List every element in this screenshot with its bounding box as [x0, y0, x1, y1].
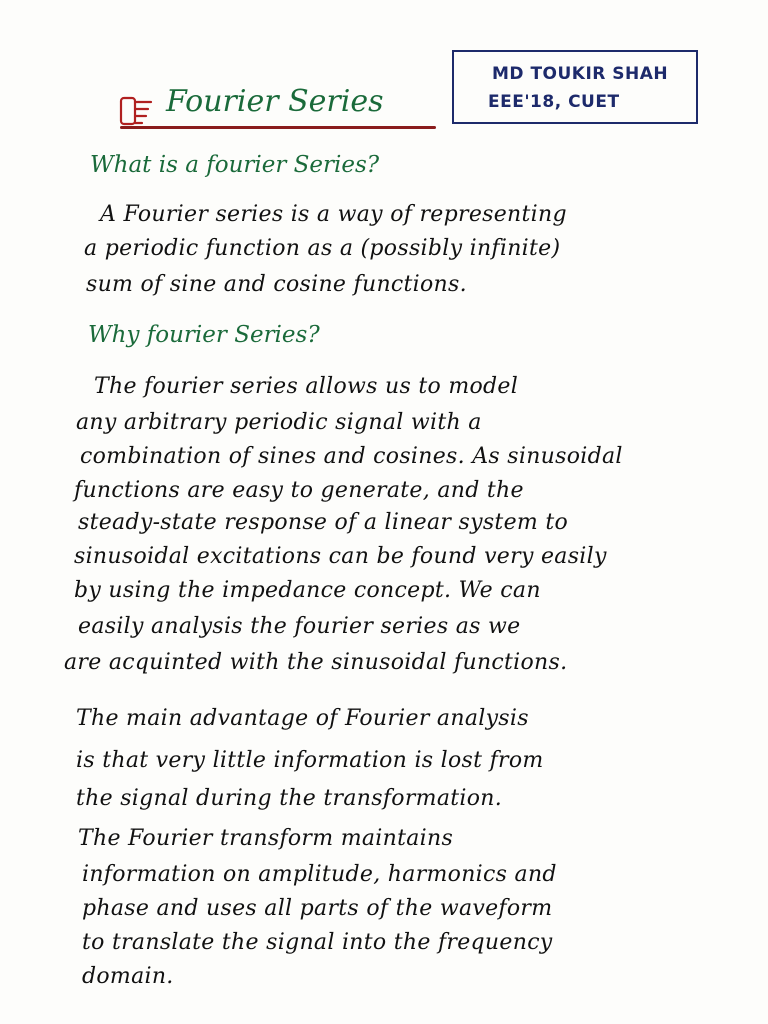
text-line: by using the impedance concept. We can [74, 578, 541, 603]
text-line: The main advantage of Fourier analysis [76, 706, 529, 731]
title-underline [120, 126, 436, 129]
text-line: The fourier series allows us to model [94, 374, 519, 399]
text-line: sinusoidal excitations can be found very easily [74, 544, 607, 569]
heading-why: Why fourier Series? [88, 322, 320, 348]
text-line: A Fourier series is a way of representing [100, 202, 567, 227]
text-line: information on amplitude, harmonics and [82, 862, 557, 887]
text-line: The Fourier transform maintains [78, 826, 454, 851]
text-line: functions are easy to generate, and the [74, 478, 524, 503]
author-dept: EEE'18, CUET [488, 92, 620, 112]
text-line: to translate the signal into the frequency [82, 930, 553, 955]
heading-what-is: What is a fourier Series? [90, 152, 380, 178]
text-line: are acquinted with the sinusoidal functions. [64, 650, 568, 675]
pointing-hand-icon [118, 92, 156, 130]
text-line: is that very little information is lost from [76, 748, 544, 773]
page-title: Fourier Series [166, 84, 384, 119]
text-line: the signal during the transformation. [76, 786, 503, 811]
text-line: sum of sine and cosine functions. [86, 272, 467, 297]
author-box [452, 50, 698, 124]
text-line: easily analysis the fourier series as we [78, 614, 521, 639]
text-line: a periodic function as a (possibly infinite) [84, 236, 561, 261]
text-line: any arbitrary periodic signal with a [76, 410, 482, 435]
text-line: combination of sines and cosines. As sinusoidal [80, 444, 623, 469]
author-name: MD TOUKIR SHAH [492, 64, 669, 84]
text-line: domain. [82, 964, 174, 989]
text-line: steady-state response of a linear system to [78, 510, 569, 535]
text-line: phase and uses all parts of the waveform [82, 896, 553, 921]
